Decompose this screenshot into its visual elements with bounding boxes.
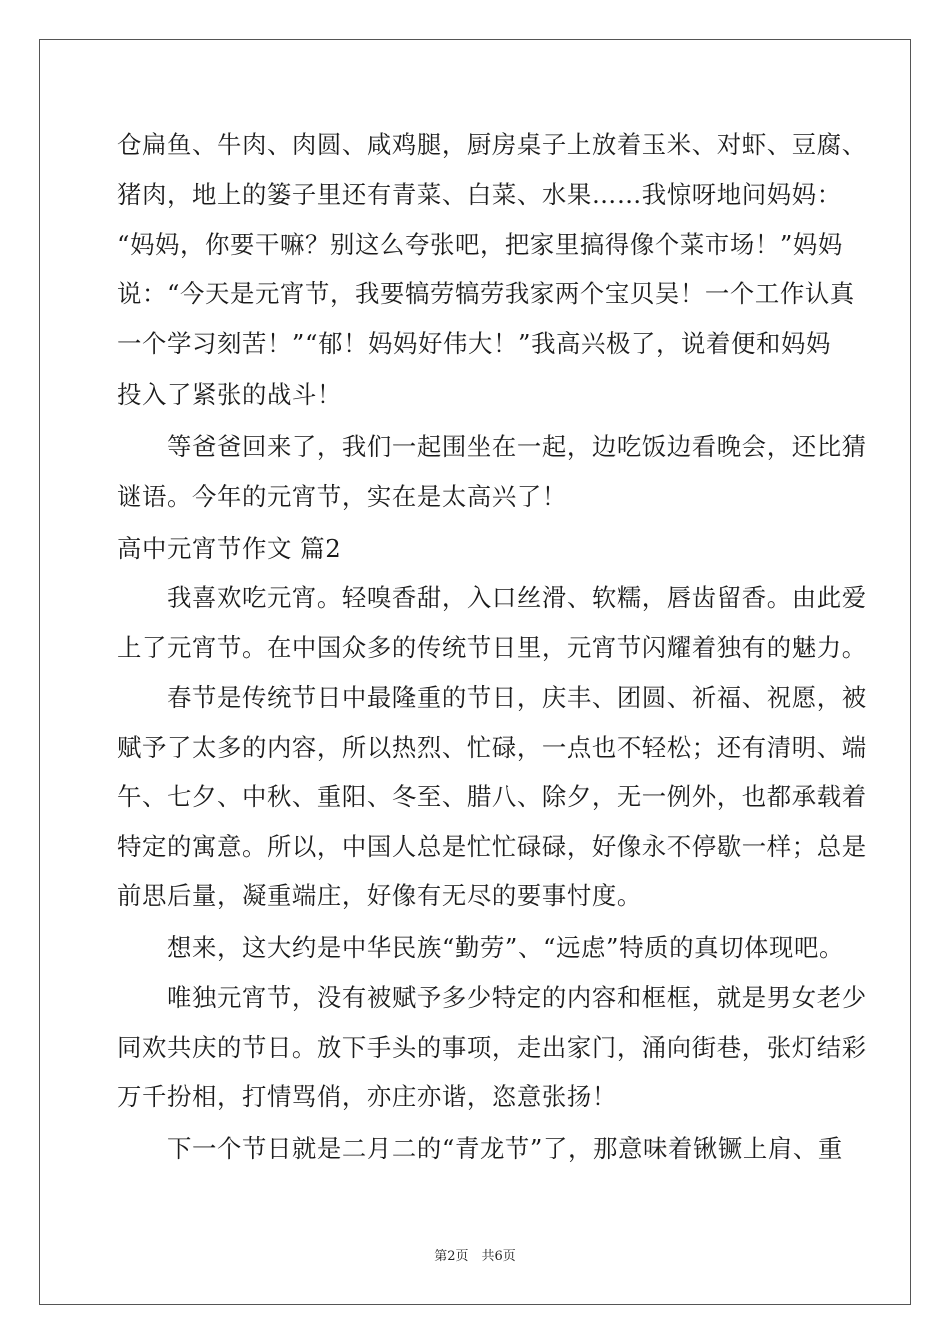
section-heading: 高中元宵节作文 篇2 <box>117 534 342 563</box>
text-line: 同欢共庆的节日。放下手头的事项，走出家门，涌向街巷，张灯结彩 <box>117 1033 867 1062</box>
text-line: 前思后量，凝重端庄，好像有无尽的要事忖度。 <box>117 881 642 910</box>
text-line: 午、七夕、中秋、重阳、冬至、腊八、除夕，无一例外，也都承载着 <box>117 782 867 811</box>
text-line: “妈妈，你要干嘛？别这么夸张吧，把家里搞得像个菜市场！”妈妈 <box>117 230 843 259</box>
text-line: 唯独元宵节，没有被赋予多少特定的内容和框框，就是男女老少 <box>117 983 867 1012</box>
page-number-footer: 第2页 共6页 <box>434 1249 516 1264</box>
text-line: 等爸爸回来了，我们一起围坐在一起，边吃饭边看晚会，还比猜 <box>117 432 867 461</box>
text-line: 下一个节日就是二月二的“青龙节”了，那意味着锹镢上肩、重 <box>117 1134 843 1163</box>
text-line: 想来，这大约是中华民族“勤劳”、“远虑”特质的真切体现吧。 <box>117 933 845 962</box>
text-line: 谜语。今年的元宵节，实在是太高兴了！ <box>117 482 567 511</box>
text-line: 赋予了太多的内容，所以热烈、忙碌，一点也不轻松；还有清明、端 <box>117 733 867 762</box>
text-line: 仓扁鱼、牛肉、肉圆、咸鸡腿，厨房桌子上放着玉米、对虾、豆腐、 <box>117 130 867 159</box>
text-line: 万千扮相，打情骂俏，亦庄亦谐，恣意张扬！ <box>117 1082 617 1111</box>
text-line: 上了元宵节。在中国众多的传统节日里，元宵节闪耀着独有的魅力。 <box>117 633 867 662</box>
text-line: 一个学习刻苦！”“郁！妈妈好伟大！”我高兴极了，说着便和妈妈 <box>117 329 831 358</box>
text-line: 说：“今天是元宵节，我要犒劳犒劳我家两个宝贝吴！一个工作认真 <box>117 279 855 308</box>
text-line: 投入了紧张的战斗！ <box>117 380 342 409</box>
text-line: 我喜欢吃元宵。轻嗅香甜，入口丝滑、软糯，唇齿留香。由此爱 <box>117 583 867 612</box>
text-line: 春节是传统节日中最隆重的节日，庆丰、团圆、祈福、祝愿，被 <box>117 683 867 712</box>
text-line: 猪肉，地上的篓子里还有青菜、白菜、水果……我惊呀地问妈妈： <box>117 180 842 209</box>
text-line: 特定的寓意。所以，中国人总是忙忙碌碌，好像永不停歇一样；总是 <box>117 832 867 861</box>
